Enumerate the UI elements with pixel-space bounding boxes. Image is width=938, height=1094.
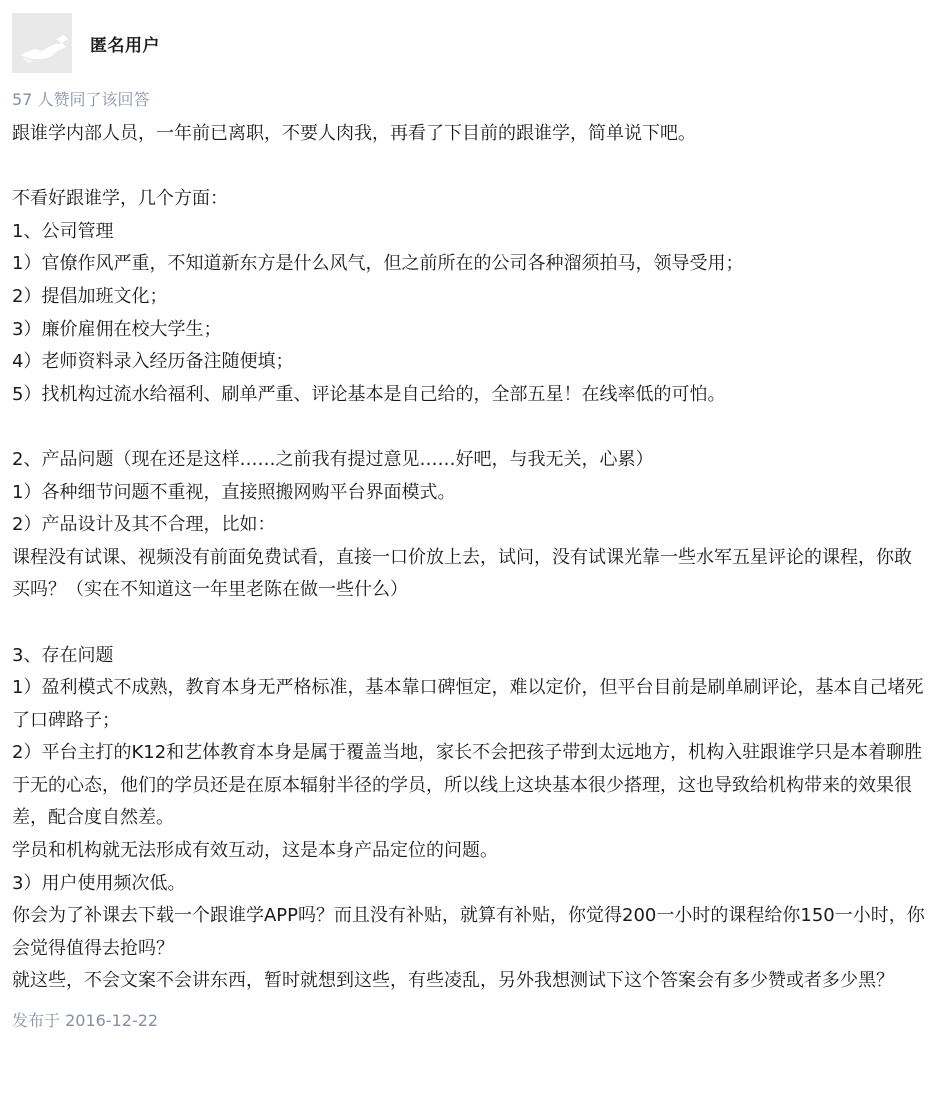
content-paragraph: 1）盈利模式不成熟，教育本身无严格标准，基本靠口碑恒定，难以定价，但平台目前是刷单刷评论，基本自己堵死了口碑路子；	[12, 677, 924, 731]
content-paragraph: 3）廉价雇佣在校大学生；	[12, 318, 222, 340]
content-paragraph: 5）找机构过流水给福利、刷单严重、评论基本是自己给的，全部五星！在线率低的可怕。	[12, 383, 726, 405]
content-paragraph: 学员和机构就无法形成有效互动，这是本身产品定位的问题。	[12, 840, 498, 862]
content-paragraph: 3、存在问题	[12, 644, 114, 666]
blank-line	[12, 411, 926, 444]
content-paragraph: 3）用户使用频次低。	[12, 872, 186, 894]
author-name[interactable]: 匿名用户	[90, 35, 160, 56]
blank-line	[12, 607, 926, 640]
content-paragraph: 2）提倡加班文化；	[12, 285, 168, 307]
content-paragraph: 2）平台主打的K12和艺体教育本身是属于覆盖当地，家长不会把孩子带到太远地方，机构入驻跟谁学只是本着聊胜于无的心态，他们的学员还是在原本辐射半径的学员，所以线上这块基本很少搭理，这也导致给机构带来的效果很差，配合度自然差。	[12, 742, 923, 829]
content-paragraph: 2、产品问题（现在还是这样……之前我有提过意见……好吧，与我无关，心累）	[12, 448, 654, 470]
anonymous-avatar-icon	[12, 13, 72, 73]
content-paragraph: 1、公司管理	[12, 220, 114, 242]
publish-date[interactable]: 发布于 2016-12-22	[12, 1011, 159, 1031]
content-paragraph: 4）老师资料录入经历备注随便填；	[12, 351, 294, 373]
content-paragraph: 不看好跟谁学，几个方面：	[12, 188, 228, 210]
author-info	[12, 12, 926, 74]
answer-content	[12, 118, 926, 998]
answer-card	[12, 12, 926, 1034]
content-paragraph: 课程没有试课、视频没有前面免费试看，直接一口价放上去，试问，没有试课光靠一些水军五星评论的课程，你敢买吗？（实在不知道这一年里老陈在做一些什么）	[12, 546, 912, 601]
content-paragraph: 1）官僚作风严重，不知道新东方是什么风气，但之前所在的公司各种溜须拍马，领导受用；	[12, 253, 744, 275]
vote-count-text[interactable]: 57 人赞同了该回答	[12, 90, 150, 109]
content-paragraph: 2）产品设计及其不合理，比如：	[12, 514, 276, 536]
content-paragraph: 跟谁学内部人员，一年前已离职，不要人肉我，再看了下目前的跟谁学，简单说下吧。	[12, 123, 696, 144]
content-paragraph: 1）各种细节问题不重视，直接照搬网购平台界面模式。	[12, 481, 456, 503]
content-paragraph: 你会为了补课去下载一个跟谁学APP吗？而且没有补贴，就算有补贴，你觉得200一小时的课程给你150一小时，你会觉得值得去抢吗？	[12, 905, 925, 959]
avatar[interactable]	[12, 13, 72, 73]
content-paragraph: 就这些，不会文案不会讲东西，暂时就想到这些，有些凌乱，另外我想测试下这个答案会有多少赞或者多少黑？	[12, 970, 894, 992]
blank-line	[12, 151, 926, 184]
